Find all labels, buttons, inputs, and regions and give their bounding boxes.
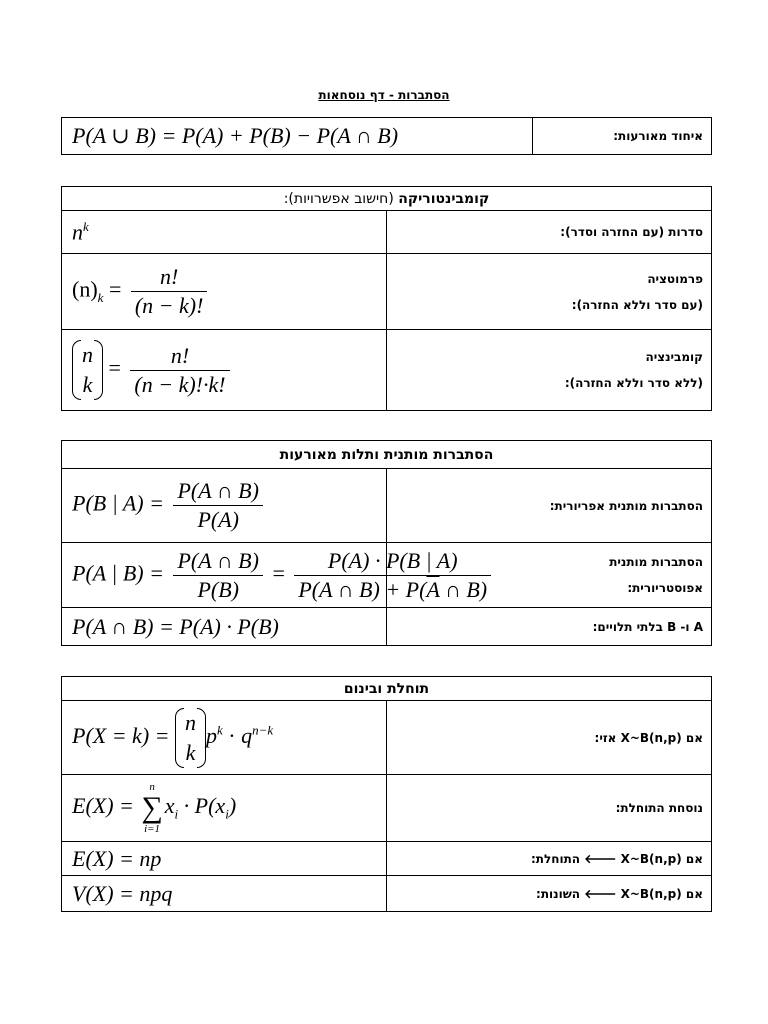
aposteriori-label-line1: הסתברות מותנית — [609, 555, 703, 569]
apriori-formula — [62, 469, 387, 543]
binomial-p-exp: k — [217, 722, 223, 738]
combinatorics-header-rest: (חישוב אפשרויות): — [283, 190, 399, 207]
combination-bottom: k — [82, 372, 93, 397]
binomial-p: p — [206, 722, 217, 748]
binomial-dot: · — [222, 722, 242, 748]
binomial-expectation-formula: E(X) = np — [62, 842, 387, 876]
aposteriori-den2-bar: $\overline{A}$ — [426, 576, 440, 602]
sequences-exp: k — [83, 218, 89, 234]
combinatorics-header — [62, 187, 712, 211]
combination-label-line2: (ללא סדר וללא החזרה): — [564, 376, 703, 390]
apriori-lhs: P(B | A) = — [72, 490, 164, 516]
binomial-variance-formula: V(X) = npq — [62, 876, 387, 912]
expectation-sub-i1: i — [174, 806, 179, 822]
binomial-expectation-label: אם X~B(n,p) 🡐 התוחלת: — [387, 842, 712, 876]
sequences-label: סדרות (עם החזרה וסדר): — [387, 211, 712, 254]
binomial-q-exp: n−k — [252, 722, 274, 738]
apriori-num: P(A ∩ B) — [173, 477, 262, 506]
union-label: איחוד מאורעות: — [533, 118, 712, 155]
union-formula: P(A ∪ B) = P(A) + P(B) − P(A ∩ B) — [62, 118, 533, 155]
permutation-den: (n − k)! — [134, 293, 204, 318]
permutation-label-line2: (עם סדר וללא החזרה): — [571, 297, 703, 312]
expectation-label: נוסחת התוחלת: — [387, 775, 712, 842]
expectation-formula — [62, 775, 387, 842]
union-box — [61, 117, 712, 155]
permutation-label-line1: פרמוטציה — [647, 271, 703, 286]
expectation-body-close: ) — [228, 793, 237, 819]
permutation-label — [387, 254, 712, 330]
binomial-formula — [62, 701, 387, 775]
aposteriori-den2 — [294, 576, 491, 604]
binomial-bottom: k — [185, 739, 196, 765]
conditional-box — [61, 440, 712, 646]
independent-label: A ו- B בלתי תלויים: — [387, 608, 712, 646]
permutation-formula: $(n)_k$ = $\frac{n!}{(n - k)!}$ — [62, 254, 387, 330]
expectation-sub-i2: i — [225, 806, 229, 822]
expectation-body-p: · P(x — [178, 793, 226, 819]
combination-top: n — [82, 342, 93, 367]
aposteriori-den1: P(B) — [197, 576, 239, 602]
apriori-den: P(A) — [197, 507, 239, 532]
aposteriori-den2-a: P(A ∩ B) + P( — [298, 576, 427, 602]
expectation-lhs: E(X) = — [72, 793, 134, 819]
expectation-body-x: x — [164, 793, 175, 819]
binomial-q: q — [241, 722, 253, 748]
combination-label-line1: קומבינציה — [645, 350, 703, 364]
sequences-base: n — [72, 219, 83, 245]
sum-lower: i=1 — [144, 823, 161, 835]
permutation-lhs-sub: k — [97, 289, 104, 305]
combination-fraction — [130, 342, 229, 399]
sum-sigma: ∑ — [141, 791, 163, 824]
sequences-formula — [62, 211, 387, 254]
aposteriori-lhs: P(A | B) = — [72, 560, 164, 586]
permutation-num: n! — [131, 263, 208, 292]
binomial-lhs: P(X = k) = — [72, 722, 170, 748]
aposteriori-den2-b: ∩ B) — [439, 576, 488, 602]
sum-operator — [141, 781, 162, 835]
combinatorics-header-bold: קומבינטוריקה — [398, 190, 490, 207]
expectation-box — [61, 676, 712, 912]
permutation-fraction — [131, 263, 208, 320]
apriori-fraction — [173, 477, 262, 534]
aposteriori-fraction2 — [294, 547, 491, 604]
combination-formula: n k = $\frac{n!}{(n - k)!\cdot k!}$ — [62, 330, 387, 411]
binomial-label: אם X~B(n,p) אזי: — [387, 701, 712, 775]
expectation-header: תוחלת ובינום — [62, 677, 712, 701]
binomial-variance-label: אם X~B(n,p) 🡐 השונות: — [387, 876, 712, 912]
aposteriori-num2: P(A) · P(B | A) — [294, 547, 491, 576]
aposteriori-fraction1 — [173, 547, 262, 604]
conditional-header: הסתברות מותנית ותלות מאורעות — [62, 441, 712, 469]
permutation-lhs: (n) — [72, 276, 98, 302]
apriori-label: הסתברות מותנית אפריורית: — [387, 469, 712, 543]
aposteriori-num1: P(A ∩ B) — [173, 547, 262, 576]
aposteriori-label-line2: אפוסטריורית: — [627, 581, 703, 595]
binomial-top: n — [185, 709, 196, 735]
page-title: הסתברות - דף נוסחאות — [318, 88, 450, 102]
combination-binom — [72, 340, 103, 400]
sum-upper: n — [149, 781, 155, 793]
independent-formula: P(A ∩ B) = P(A) · P(B) — [62, 608, 387, 646]
combination-den: (n − k)!·k! — [134, 371, 226, 397]
combinatorics-box — [61, 186, 712, 411]
combination-label — [387, 330, 712, 411]
binomial-coefficient — [175, 708, 206, 768]
combination-num: n! — [130, 342, 229, 371]
aposteriori-formula: P(A | B) = $\frac{P(A \cap B)}{P(B)}$ = $\frac{P(A) \cdot P(B | A)}{P(A \cap B) + P(\overline{A} \cap B)}$ — [62, 543, 387, 608]
